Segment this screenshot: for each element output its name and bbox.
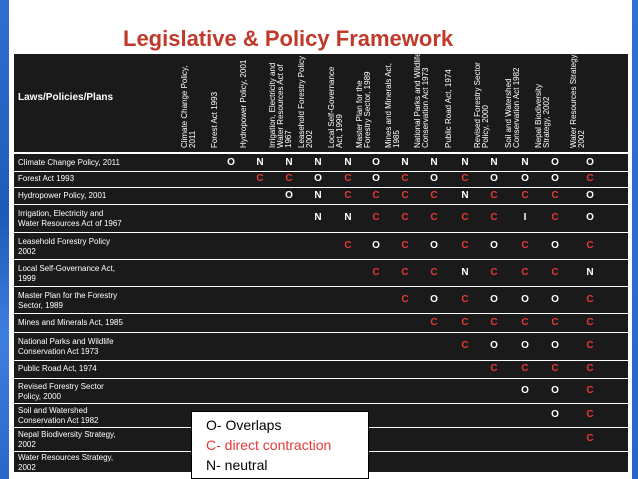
row-divider	[14, 232, 628, 233]
matrix-cell: C	[372, 266, 380, 278]
matrix-cell: O	[314, 173, 322, 184]
row-label: 2002	[18, 246, 36, 256]
matrix-cell: C	[490, 363, 498, 374]
matrix-cell: O	[372, 239, 380, 251]
column-header: Revised Forestry Sector Policy, 2000	[473, 62, 490, 148]
matrix-cell: O	[551, 340, 559, 351]
matrix-cell: C	[551, 266, 559, 278]
column-header: Soil and Watershed Conservation Act 1982	[504, 67, 521, 148]
row-divider	[14, 313, 628, 314]
matrix-cell: C	[401, 266, 409, 278]
header-divider	[14, 152, 628, 154]
left-accent-bar	[0, 0, 9, 479]
matrix-cell: C	[521, 239, 529, 251]
matrix-cell: N	[461, 189, 469, 201]
policy-matrix-table	[14, 54, 628, 472]
matrix-cell: N	[344, 212, 352, 223]
row-label: Sector, 1989	[18, 300, 63, 310]
matrix-cell: O	[430, 293, 438, 305]
row-label: Climate Change Policy, 2011	[18, 157, 120, 167]
matrix-cell: O	[227, 156, 235, 168]
matrix-cell: N	[314, 156, 322, 168]
matrix-cell: O	[586, 156, 594, 168]
matrix-cell: C	[586, 363, 594, 374]
row-header-label: Laws/Policies/Plans	[18, 92, 114, 103]
matrix-cell: N	[401, 156, 409, 168]
matrix-cell: C	[461, 239, 469, 251]
matrix-cell: O	[285, 189, 293, 201]
matrix-cell: C	[490, 316, 498, 328]
row-label: Leasehold Forestry Policy	[18, 236, 111, 246]
matrix-cell: N	[344, 156, 352, 168]
matrix-cell: O	[490, 239, 498, 251]
row-label: Mines and Minerals Act, 1985	[18, 317, 123, 327]
column-header: Water Resources Strategy, 2002	[569, 52, 586, 148]
matrix-cell: C	[344, 239, 352, 251]
matrix-cell: C	[430, 212, 438, 223]
matrix-cell: N	[314, 189, 322, 201]
table-header	[14, 54, 628, 152]
row-label: Local Self-Governance Act,	[18, 263, 115, 273]
matrix-cell: C	[490, 212, 498, 223]
matrix-cell: C	[401, 212, 409, 223]
column-header: Leasehold Forestry Policy 2002	[297, 55, 314, 148]
row-label: Master Plan for the Forestry	[18, 290, 118, 300]
matrix-cell: O	[521, 293, 529, 305]
matrix-cell: C	[551, 212, 559, 223]
matrix-cell: C	[401, 293, 409, 305]
row-label: Revised Forestry Sector	[18, 381, 104, 391]
row-label: Conservation Act 1982	[18, 416, 99, 425]
matrix-cell: C	[586, 293, 594, 305]
legend-box	[191, 411, 369, 479]
matrix-cell: N	[256, 156, 264, 168]
matrix-cell: C	[372, 189, 380, 201]
matrix-cell: O	[551, 156, 559, 168]
matrix-cell: C	[372, 212, 380, 223]
matrix-cell: O	[521, 173, 529, 184]
column-header: Nepal Biodiversity Strategy, 2002	[534, 83, 551, 148]
column-header: Local Self-Governance Act, 1999	[327, 66, 344, 148]
matrix-cell: O	[372, 173, 380, 184]
row-divider	[14, 378, 628, 379]
row-label: Water Resources Strategy,	[18, 452, 114, 462]
matrix-cell: C	[521, 316, 529, 328]
matrix-cell: O	[551, 293, 559, 305]
matrix-cell: O	[490, 340, 498, 351]
row-label: Soil and Watershed	[18, 406, 88, 415]
matrix-cell: C	[586, 316, 594, 328]
matrix-cell: C	[430, 189, 438, 201]
matrix-cell: N	[461, 156, 469, 168]
right-accent-bar	[632, 0, 638, 479]
column-header: Mines and Minerals Act, 1985	[384, 63, 401, 148]
row-divider	[14, 332, 628, 333]
matrix-cell: O	[372, 156, 380, 168]
matrix-cell: O	[521, 340, 529, 351]
matrix-cell: C	[551, 189, 559, 201]
matrix-cell: C	[551, 363, 559, 374]
row-divider	[14, 403, 628, 404]
row-divider	[14, 259, 628, 260]
column-header: Irrigation, Electricity and Water Resources Act of 1967	[268, 62, 293, 148]
matrix-cell: N	[461, 266, 469, 278]
matrix-cell: C	[401, 173, 409, 184]
column-header: Forest Act 1993	[210, 91, 219, 148]
column-header: Master Plan for the Forestry Sector, 1989	[355, 71, 372, 148]
matrix-cell: O	[521, 384, 529, 396]
matrix-cell: C	[430, 266, 438, 278]
matrix-cell: C	[344, 173, 352, 184]
matrix-cell: C	[586, 340, 594, 351]
column-header: Climate Change Policy, 2011	[180, 65, 197, 148]
matrix-cell: O	[551, 409, 559, 420]
matrix-cell: O	[430, 239, 438, 251]
matrix-cell: C	[586, 239, 594, 251]
matrix-cell: C	[521, 363, 529, 374]
matrix-cell: C	[521, 189, 529, 201]
matrix-cell: C	[461, 316, 469, 328]
row-label: National Parks and Wildlife	[18, 337, 114, 346]
matrix-cell: N	[586, 266, 594, 278]
row-divider	[14, 204, 628, 205]
row-label: Irrigation, Electricity and	[18, 209, 104, 218]
matrix-cell: C	[586, 384, 594, 396]
matrix-cell: O	[586, 212, 594, 223]
matrix-cell: N	[490, 156, 498, 168]
matrix-cell: O	[586, 189, 594, 201]
row-label: Public Road Act, 1974	[18, 364, 97, 373]
row-label: Nepal Biodiversity Strategy,	[18, 430, 116, 439]
matrix-cell: O	[430, 173, 438, 184]
row-label: Conservation Act 1973	[18, 347, 99, 356]
legend-contraction: C- direct contraction	[206, 437, 332, 453]
matrix-cell: C	[461, 340, 469, 351]
matrix-cell: C	[586, 409, 594, 420]
row-label: 2002	[18, 462, 36, 472]
column-header: Public Road Act, 1974	[444, 69, 453, 148]
row-label: Water Resources Act of 1967	[18, 219, 122, 228]
row-label: Forest Act 1993	[18, 174, 75, 183]
matrix-cell: C	[344, 189, 352, 201]
matrix-cell: C	[256, 173, 264, 184]
row-divider	[14, 187, 628, 188]
matrix-cell: C	[401, 239, 409, 251]
legend-neutral: N- neutral	[206, 457, 268, 473]
matrix-cell: C	[430, 316, 438, 328]
matrix-cell: C	[521, 266, 529, 278]
row-divider	[14, 171, 628, 172]
row-label: 2002	[18, 440, 36, 449]
matrix-cell: N	[430, 156, 438, 168]
matrix-cell: O	[551, 239, 559, 251]
row-label: Hydropower Policy, 2001	[18, 190, 107, 200]
row-divider	[14, 286, 628, 287]
row-divider	[14, 360, 628, 361]
legend-overlaps: O- Overlaps	[206, 417, 282, 433]
matrix-cell: C	[461, 173, 469, 184]
matrix-cell: C	[490, 266, 498, 278]
page-title: Legislative & Policy Framework	[123, 26, 454, 51]
matrix-cell: C	[461, 293, 469, 305]
matrix-cell: N	[285, 156, 293, 168]
matrix-cell: N	[314, 212, 322, 223]
row-label: Policy, 2000	[18, 391, 61, 401]
matrix-cell: O	[490, 173, 498, 184]
matrix-cell: O	[551, 384, 559, 396]
matrix-cell: C	[461, 212, 469, 223]
matrix-cell: I	[523, 212, 527, 223]
matrix-cell: C	[586, 433, 594, 444]
column-header: Hydropower Policy, 2001	[239, 59, 248, 148]
matrix-cell: C	[586, 173, 594, 184]
matrix-cell: C	[490, 189, 498, 201]
matrix-cell: C	[401, 189, 409, 201]
matrix-cell: C	[285, 173, 293, 184]
row-label: 1999	[18, 273, 36, 283]
matrix-cell: O	[551, 173, 559, 184]
matrix-cell: C	[551, 316, 559, 328]
matrix-cell: N	[521, 156, 529, 168]
column-header: National Parks and Wildlife Conservation Act 1973	[413, 52, 430, 148]
matrix-cell: O	[490, 293, 498, 305]
